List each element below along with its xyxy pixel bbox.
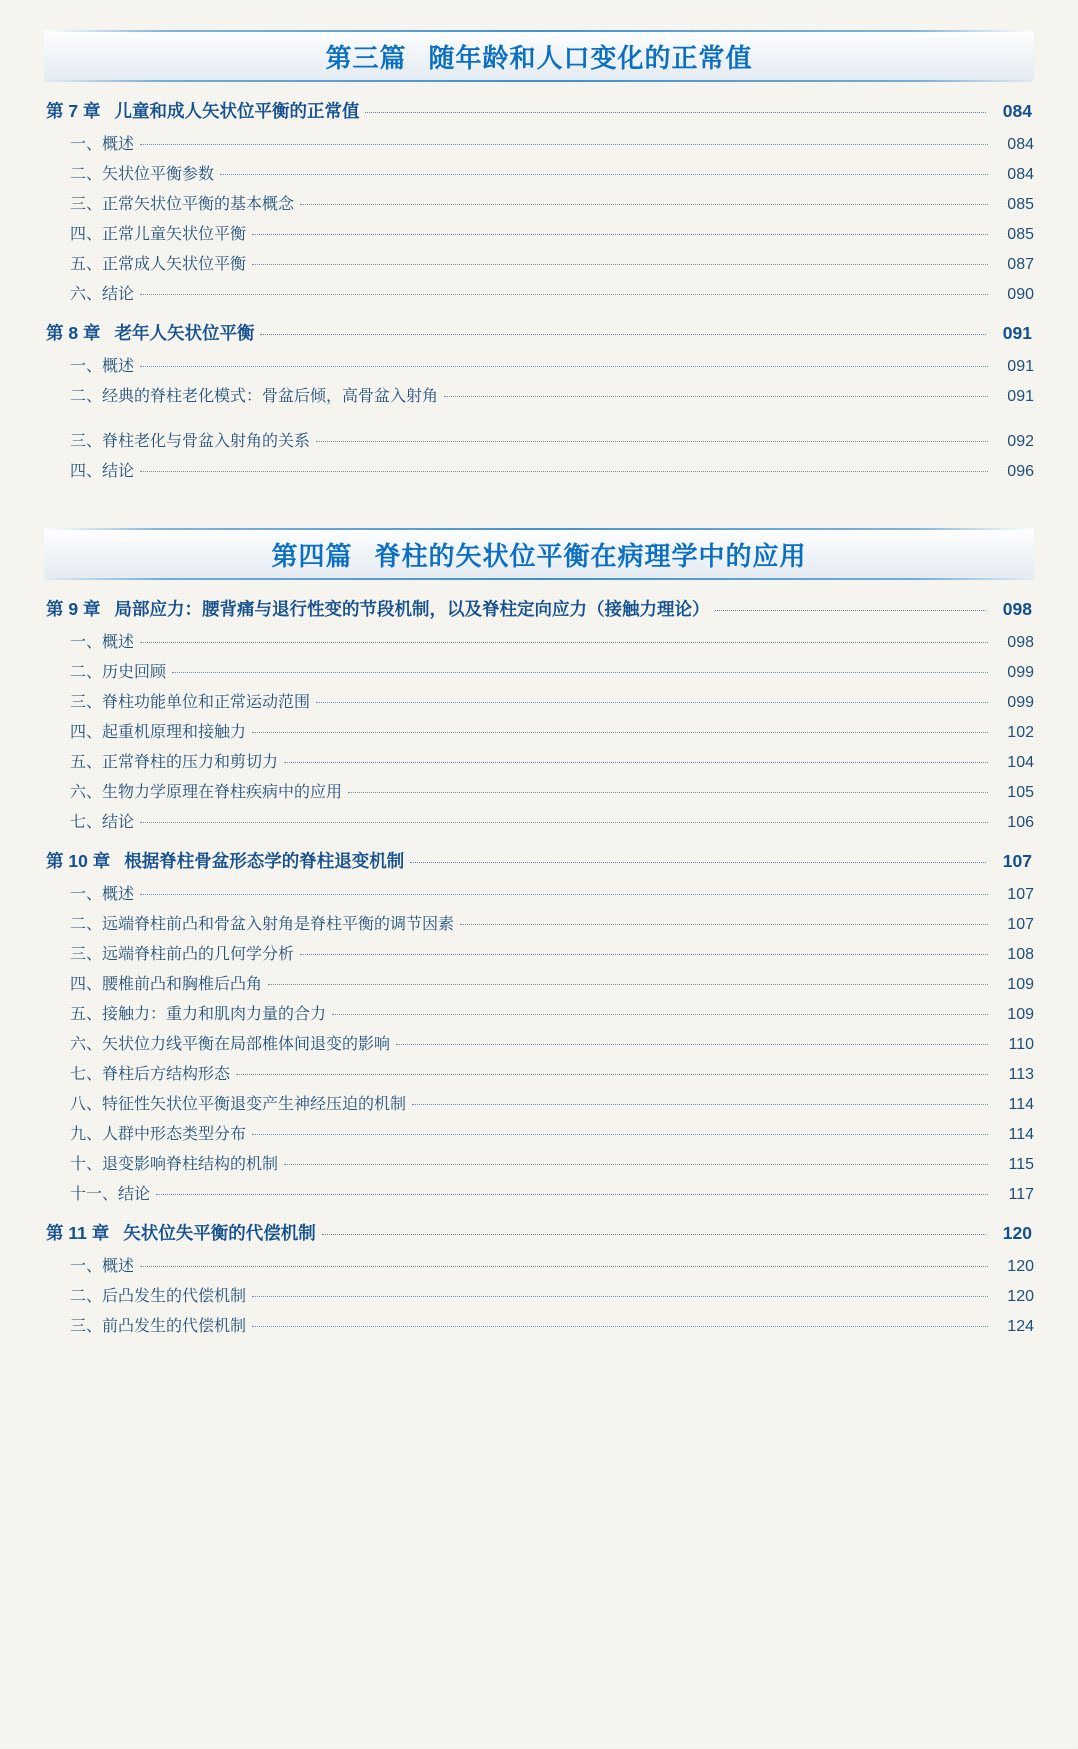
dot-leader (348, 792, 988, 793)
dot-leader (140, 642, 988, 643)
dot-leader (332, 1014, 988, 1015)
part-title-text: 随年龄和人口变化的正常值 (428, 42, 753, 73)
chapter-page-number: 120 (1002, 1223, 1032, 1243)
section-page-number: 107 (1007, 886, 1034, 903)
dot-leader (140, 894, 988, 895)
part-number: 第四篇 (271, 540, 353, 571)
section-entry[interactable] (44, 1091, 1034, 1114)
section-label: 二、矢状位平衡参数 (70, 166, 215, 183)
part-band-rule-top (44, 528, 1034, 530)
section-page-number: 117 (1008, 1186, 1034, 1203)
section-label: 二、历史回顾 (70, 664, 167, 681)
section-label: 一、概述 (70, 886, 135, 903)
chapter-page-number: 091 (1002, 323, 1032, 343)
chapter-title: 局部应力：腰背痛与退行性变的节段机制，以及脊柱定向应力（接触力理论） (114, 599, 710, 619)
section-entry[interactable] (44, 809, 1034, 832)
chapter-page-number: 107 (1002, 851, 1032, 871)
section-entry[interactable] (44, 911, 1034, 934)
section-entry[interactable] (44, 659, 1034, 682)
chapter-number: 第 9 章 (46, 599, 101, 619)
section-label: 四、腰椎前凸和胸椎后凸角 (70, 976, 263, 993)
section-label: 四、结论 (70, 463, 135, 480)
section-label: 二、经典的脊柱老化模式：骨盆后倾，高骨盆入射角 (70, 388, 439, 405)
section-label: 五、接触力：重力和肌肉力量的合力 (70, 1006, 327, 1023)
section-entry[interactable] (44, 131, 1034, 154)
chapter-title: 老年人矢状位平衡 (114, 323, 255, 343)
section-page-number: 084 (1007, 136, 1034, 153)
section-entry[interactable] (44, 191, 1034, 214)
dot-leader (172, 672, 988, 673)
section-entry[interactable] (44, 383, 1034, 406)
section-page-number: 124 (1007, 1318, 1034, 1335)
section-entry[interactable] (44, 1253, 1034, 1276)
section-entry[interactable] (44, 689, 1034, 712)
section-label: 一、概述 (70, 1258, 135, 1275)
section-page-number: 109 (1007, 976, 1034, 993)
section-page-number: 114 (1008, 1096, 1034, 1113)
chapter-page-number: 098 (1002, 599, 1032, 619)
chapter-number: 第 11 章 (46, 1223, 110, 1243)
chapter-label (46, 596, 709, 621)
section-spacer (44, 488, 1034, 522)
chapter-title: 根据脊柱骨盆形态学的脊柱退变机制 (124, 851, 405, 871)
dot-leader (316, 441, 988, 442)
section-entry[interactable] (44, 161, 1034, 184)
section-page-number: 102 (1007, 724, 1034, 741)
section-label: 七、结论 (70, 814, 135, 831)
section-page-number: 107 (1007, 916, 1034, 933)
chapter-label (46, 848, 404, 873)
dot-leader (252, 732, 988, 733)
part-number: 第三篇 (325, 42, 407, 73)
section-label: 四、正常儿童矢状位平衡 (70, 226, 247, 243)
dot-leader (268, 984, 988, 985)
section-label: 十一、结论 (70, 1186, 151, 1203)
part-band-rule-bottom (44, 578, 1034, 580)
chapter-entry[interactable] (44, 848, 1034, 873)
section-entry[interactable] (44, 881, 1034, 904)
section-page-number: 091 (1007, 388, 1034, 405)
dot-leader (410, 862, 986, 863)
section-label: 六、结论 (70, 286, 135, 303)
dot-leader (140, 471, 988, 472)
section-entry[interactable] (44, 719, 1034, 742)
section-page-number: 120 (1007, 1258, 1034, 1275)
section-page-number: 096 (1007, 463, 1034, 480)
section-page-number: 085 (1007, 196, 1034, 213)
section-label: 三、前凸发生的代偿机制 (70, 1318, 247, 1335)
section-page-number: 104 (1007, 754, 1034, 771)
section-page-number: 109 (1007, 1006, 1034, 1023)
section-page-number: 085 (1007, 226, 1034, 243)
dot-leader (252, 1296, 988, 1297)
section-entry[interactable] (44, 941, 1034, 964)
section-page-number: 091 (1007, 358, 1034, 375)
section-page-number: 099 (1007, 694, 1034, 711)
section-label: 六、矢状位力线平衡在局部椎体间退变的影响 (70, 1036, 391, 1053)
dot-leader (284, 1164, 988, 1165)
section-entry[interactable] (44, 629, 1034, 652)
section-entry[interactable] (44, 428, 1034, 451)
section-label: 三、脊柱功能单位和正常运动范围 (70, 694, 311, 711)
section-entry[interactable] (44, 251, 1034, 274)
dot-leader (252, 264, 988, 265)
section-label: 一、概述 (70, 634, 135, 651)
section-page-number: 113 (1008, 1066, 1034, 1083)
section-page-number: 087 (1007, 256, 1034, 273)
dot-leader (140, 366, 988, 367)
section-page-number: 098 (1007, 634, 1034, 651)
part-heading-3 (44, 30, 1034, 82)
section-entry[interactable] (44, 1283, 1034, 1306)
section-page-number: 114 (1008, 1126, 1034, 1143)
section-entry[interactable] (44, 1313, 1034, 1336)
section-label: 三、远端脊柱前凸的几何学分析 (70, 946, 295, 963)
section-label: 五、正常脊柱的压力和剪切力 (70, 754, 279, 771)
dot-leader (252, 1134, 988, 1135)
dot-leader (300, 954, 988, 955)
part-title (271, 536, 806, 573)
part-heading-4 (44, 528, 1034, 580)
section-entry[interactable] (44, 971, 1034, 994)
section-entry[interactable] (44, 749, 1034, 772)
section-entry[interactable] (44, 1181, 1034, 1204)
section-page-number: 090 (1007, 286, 1034, 303)
dot-leader (252, 234, 988, 235)
chapter-entry[interactable] (44, 320, 1034, 345)
chapter-label (46, 320, 254, 345)
dot-leader (260, 334, 986, 335)
dot-leader (460, 924, 988, 925)
dot-leader (140, 144, 988, 145)
section-label: 五、正常成人矢状位平衡 (70, 256, 247, 273)
section-entry[interactable] (44, 1061, 1034, 1084)
section-label: 三、脊柱老化与骨盆入射角的关系 (70, 433, 311, 450)
part-title (325, 38, 752, 75)
dot-leader (396, 1044, 988, 1045)
chapter-title: 矢状位失平衡的代偿机制 (123, 1223, 316, 1243)
chapter-entry[interactable] (44, 1220, 1034, 1245)
dot-leader (140, 1266, 988, 1267)
section-label: 三、正常矢状位平衡的基本概念 (70, 196, 295, 213)
chapter-label (46, 98, 359, 123)
section-page-number: 108 (1007, 946, 1034, 963)
dot-leader (444, 396, 988, 397)
section-label: 十、退变影响脊柱结构的机制 (70, 1156, 279, 1173)
dot-leader (156, 1194, 988, 1195)
chapter-title: 儿童和成人矢状位平衡的正常值 (114, 101, 360, 121)
section-entry[interactable] (44, 1151, 1034, 1174)
dot-leader (284, 762, 988, 763)
section-entry[interactable] (44, 1031, 1034, 1054)
section-entry[interactable] (44, 1121, 1034, 1144)
section-page-number: 084 (1007, 166, 1034, 183)
dot-leader (322, 1234, 986, 1235)
section-page-number: 120 (1007, 1288, 1034, 1305)
chapter-number: 第 7 章 (46, 101, 101, 121)
dot-leader (412, 1104, 988, 1105)
dot-leader (140, 822, 988, 823)
dot-leader (316, 702, 988, 703)
section-entry[interactable] (44, 221, 1034, 244)
dot-leader (236, 1074, 988, 1075)
section-page-number: 105 (1007, 784, 1034, 801)
part-band-rule-bottom (44, 80, 1034, 82)
chapter-entry[interactable] (44, 596, 1034, 621)
dot-leader (300, 204, 988, 205)
section-label: 四、起重机原理和接触力 (70, 724, 247, 741)
section-entry[interactable] (44, 281, 1034, 304)
section-entry[interactable] (44, 458, 1034, 481)
chapter-entry[interactable] (44, 98, 1034, 123)
dot-leader (252, 1326, 988, 1327)
section-label: 九、人群中形态类型分布 (70, 1126, 247, 1143)
dot-leader (715, 610, 986, 611)
dot-leader (220, 174, 988, 175)
section-label: 一、概述 (70, 136, 135, 153)
section-page-number: 099 (1007, 664, 1034, 681)
chapter-number: 第 10 章 (46, 851, 111, 871)
section-label: 七、脊柱后方结构形态 (70, 1066, 231, 1083)
part-title-text: 脊柱的矢状位平衡在病理学中的应用 (374, 540, 807, 571)
chapter-label (46, 1220, 316, 1245)
dot-leader (365, 112, 986, 113)
section-label: 一、概述 (70, 358, 135, 375)
section-page-number: 115 (1008, 1156, 1034, 1173)
section-entry[interactable] (44, 779, 1034, 802)
dot-leader (140, 294, 988, 295)
section-page-number: 110 (1008, 1036, 1034, 1053)
section-entry[interactable] (44, 1001, 1034, 1024)
chapter-page-number: 084 (1002, 101, 1032, 121)
section-page-number: 092 (1007, 433, 1034, 450)
section-entry[interactable] (44, 353, 1034, 376)
section-label: 八、特征性矢状位平衡退变产生神经压迫的机制 (70, 1096, 407, 1113)
part-band-rule-top (44, 30, 1034, 32)
section-label: 二、后凸发生的代偿机制 (70, 1288, 247, 1305)
section-label: 二、远端脊柱前凸和骨盆入射角是脊柱平衡的调节因素 (70, 916, 455, 933)
chapter-number: 第 8 章 (46, 323, 101, 343)
section-label: 六、生物力学原理在脊柱疾病中的应用 (70, 784, 343, 801)
section-page-number: 106 (1007, 814, 1034, 831)
